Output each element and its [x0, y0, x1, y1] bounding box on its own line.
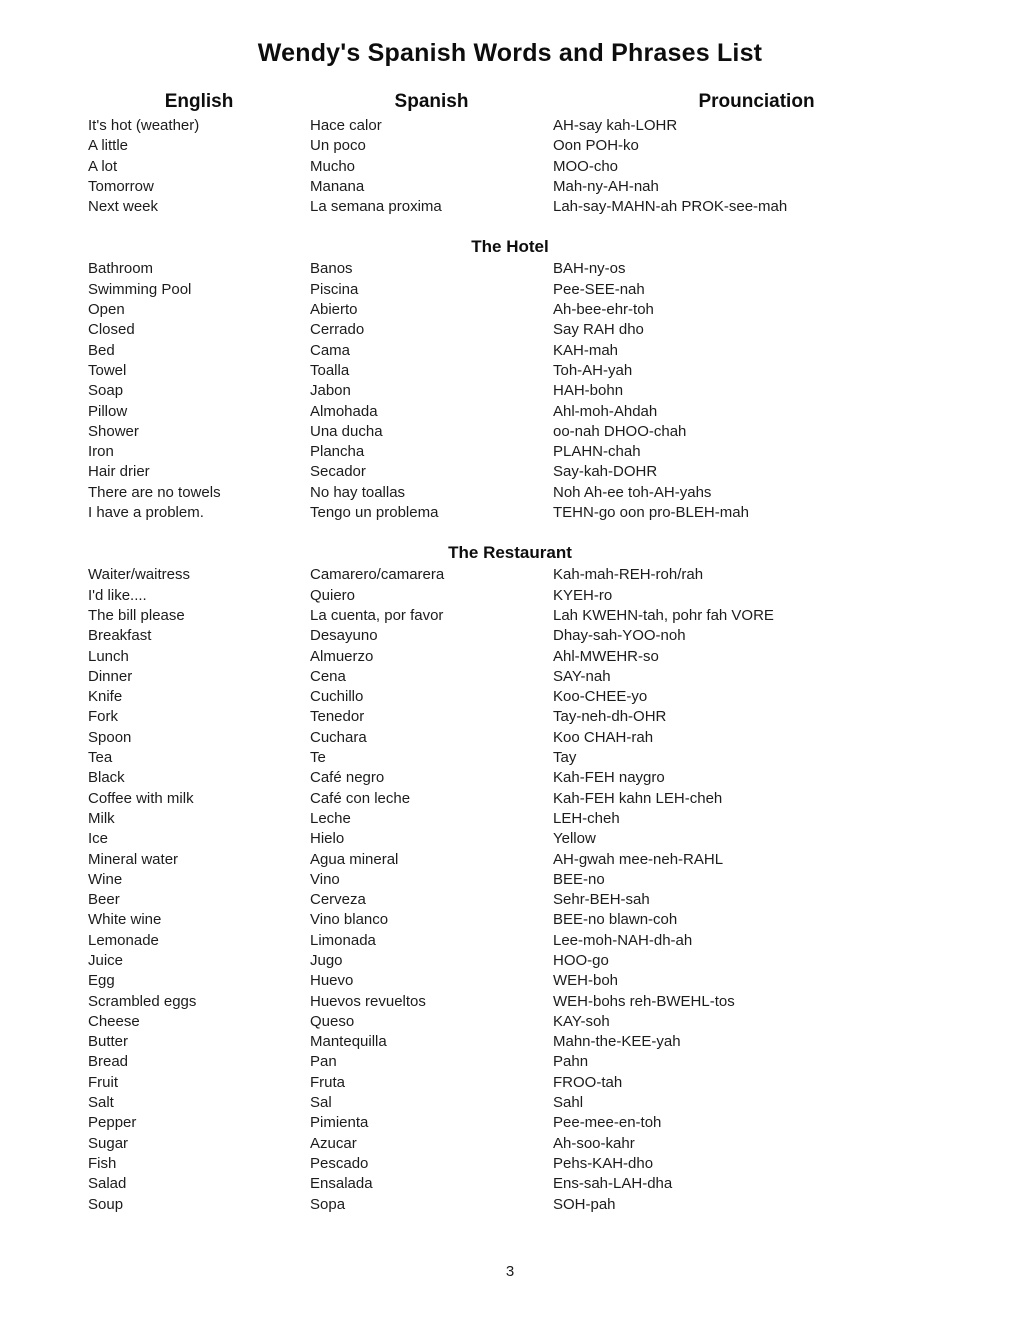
- spanish-cell: Almuerzo: [310, 647, 374, 665]
- spanish-cell: Ensalada: [310, 1175, 373, 1193]
- spanish-cell: Cuchara: [310, 728, 367, 746]
- pronunciation-cell: BAH-ny-os: [553, 260, 626, 278]
- english-cell: Butter: [88, 1033, 129, 1051]
- spanish-cell: Piscina: [310, 280, 359, 298]
- pronunciation-cell: Oon POH-ko: [553, 137, 639, 155]
- spanish-cell: Plancha: [310, 443, 365, 461]
- english-cell: It's hot (weather): [88, 117, 200, 134]
- english-cell: Next week: [88, 198, 159, 216]
- pronunciation-cell: KYEH-ro: [553, 586, 613, 604]
- english-cell: Bread: [88, 1053, 129, 1071]
- spanish-cell: Tenedor: [310, 708, 365, 726]
- english-cell: Lemonade: [88, 931, 159, 949]
- english-cell: Towel: [88, 361, 127, 379]
- section-heading: The Restaurant: [448, 543, 572, 563]
- spanish-cell: Huevo: [310, 972, 354, 990]
- spanish-cell: Cerrado: [310, 321, 365, 339]
- pronunciation-cell: oo-nah DHOO-chah: [553, 422, 687, 440]
- spanish-cell: Hace calor: [310, 117, 382, 134]
- spanish-cell: Abierto: [310, 301, 358, 319]
- pronunciation-cell: Ahl-moh-Ahdah: [553, 402, 658, 420]
- english-cell: Black: [88, 769, 125, 787]
- spanish-cell: Manana: [310, 177, 365, 195]
- pronunciation-cell: Kah-FEH naygro: [553, 769, 665, 787]
- spanish-cell: Azucar: [310, 1134, 357, 1152]
- spanish-cell: Mantequilla: [310, 1033, 387, 1051]
- spanish-cell: Sopa: [310, 1195, 346, 1213]
- spanish-cell: Vino blanco: [310, 911, 389, 929]
- spanish-cell: No hay toallas: [310, 483, 406, 501]
- english-cell: Soap: [88, 382, 124, 400]
- spanish-cell: Sal: [310, 1094, 332, 1112]
- english-cell: Milk: [88, 809, 115, 827]
- pronunciation-cell: FROO-tah: [553, 1073, 623, 1091]
- pronunciation-cell: Ah-bee-ehr-toh: [553, 301, 654, 319]
- english-cell: I have a problem.: [88, 504, 204, 522]
- spanish-cell: Quiero: [310, 586, 356, 604]
- pronunciation-cell: Lee-moh-NAH-dh-ah: [553, 931, 693, 949]
- spanish-cell: Cerveza: [310, 891, 366, 909]
- english-cell: Mineral water: [88, 850, 179, 868]
- english-cell: White wine: [88, 911, 162, 929]
- pronunciation-cell: HOO-go: [553, 951, 609, 969]
- pronunciation-cell: Koo-CHEE-yo: [553, 688, 648, 706]
- english-cell: Scrambled eggs: [88, 992, 197, 1010]
- english-cell: Sugar: [88, 1134, 129, 1152]
- page-number: 3: [505, 1263, 515, 1280]
- pronunciation-cell: Tay: [553, 749, 577, 767]
- pronunciation-cell: Lah KWEHN-tah, pohr fah VORE: [553, 606, 774, 624]
- column-header-spanish: Spanish: [394, 91, 469, 112]
- english-cell: Swimming Pool: [88, 280, 192, 298]
- spanish-cell: Camarero/camarera: [310, 566, 445, 584]
- pronunciation-cell: Pehs-KAH-dho: [553, 1154, 654, 1172]
- pronunciation-cell: Lah-say-MAHN-ah PROK-see-mah: [553, 198, 788, 216]
- pronunciation-cell: AH-gwah mee-neh-RAHL: [553, 850, 724, 868]
- english-cell: Wine: [88, 870, 123, 888]
- english-cell: Fish: [88, 1154, 117, 1172]
- spanish-cell: Jugo: [310, 951, 343, 969]
- sections-container: [0, 116, 1020, 1215]
- english-cell: Closed: [88, 321, 135, 339]
- spanish-cell: Vino: [310, 870, 340, 888]
- spanish-cell: Pimienta: [310, 1114, 369, 1132]
- english-cell: Dinner: [88, 667, 133, 685]
- english-cell: The bill please: [88, 606, 185, 624]
- pronunciation-cell: Toh-AH-yah: [553, 361, 633, 379]
- english-cell: Fork: [88, 708, 118, 726]
- spanish-cell: Limonada: [310, 931, 376, 949]
- section-heading: The Hotel: [471, 237, 549, 257]
- spanish-cell: Un poco: [310, 137, 366, 155]
- english-cell: Lunch: [88, 647, 129, 665]
- spanish-cell: Tengo un problema: [310, 504, 439, 522]
- pronunciation-cell: Ahl-MWEHR-so: [553, 647, 659, 665]
- pronunciation-cell: Pee-mee-en-toh: [553, 1114, 662, 1132]
- english-cell: Beer: [88, 891, 120, 909]
- english-cell: Open: [88, 301, 125, 319]
- spanish-cell: Una ducha: [310, 422, 383, 440]
- spanish-cell: Agua mineral: [310, 850, 399, 868]
- english-cell: Breakfast: [88, 627, 152, 645]
- pronunciation-cell: LEH-cheh: [553, 809, 620, 827]
- english-cell: Fruit: [88, 1073, 118, 1091]
- phrase-table: [88, 565, 960, 1215]
- pronunciation-cell: Pahn: [553, 1053, 589, 1071]
- spanish-cell: Pan: [310, 1053, 337, 1071]
- english-cell: Coffee with milk: [88, 789, 194, 807]
- spanish-cell: La cuenta, por favor: [310, 606, 444, 624]
- phrase-table: [88, 259, 960, 523]
- pronunciation-cell: Say-kah-DOHR: [553, 463, 658, 481]
- english-cell: I'd like....: [88, 586, 147, 604]
- pronunciation-cell: Tay-neh-dh-OHR: [553, 708, 667, 726]
- english-cell: Spoon: [88, 728, 132, 746]
- pronunciation-cell: Noh Ah-ee toh-AH-yahs: [553, 483, 712, 501]
- spanish-cell: Hielo: [310, 830, 345, 848]
- spanish-cell: Café negro: [310, 769, 385, 787]
- english-cell: Iron: [88, 443, 114, 461]
- english-cell: Waiter/waitress: [88, 566, 190, 584]
- column-header-row: [88, 90, 960, 114]
- english-cell: Hair drier: [88, 463, 150, 481]
- english-cell: Pepper: [88, 1114, 137, 1132]
- spanish-cell: Fruta: [310, 1073, 346, 1091]
- english-cell: Tomorrow: [88, 177, 154, 195]
- pronunciation-cell: Sahl: [553, 1094, 584, 1112]
- pronunciation-cell: Kah-mah-REH-roh/rah: [553, 566, 704, 584]
- column-header-pronunciation: Prounciation: [698, 91, 815, 112]
- pronunciation-cell: TEHN-go oon pro-BLEH-mah: [553, 504, 749, 522]
- pronunciation-cell: HAH-bohn: [553, 382, 624, 400]
- pronunciation-cell: AH-say kah-LOHR: [553, 117, 678, 134]
- pronunciation-cell: KAY-soh: [553, 1012, 610, 1030]
- english-cell: A lot: [88, 157, 118, 175]
- pronunciation-cell: Koo CHAH-rah: [553, 728, 654, 746]
- pronunciation-cell: WEH-bohs reh-BWEHL-tos: [553, 992, 735, 1010]
- pronunciation-cell: PLAHN-chah: [553, 443, 641, 461]
- phrase-table: [88, 116, 960, 217]
- pronunciation-cell: Dhay-sah-YOO-noh: [553, 627, 686, 645]
- spanish-cell: Cama: [310, 341, 351, 359]
- page-title: Wendy's Spanish Words and Phrases List: [257, 39, 763, 67]
- pronunciation-cell: Pee-SEE-nah: [553, 280, 645, 298]
- spanish-cell: Cena: [310, 667, 346, 685]
- pronunciation-cell: KAH-mah: [553, 341, 619, 359]
- spanish-cell: Huevos revueltos: [310, 992, 426, 1010]
- english-cell: Pillow: [88, 402, 128, 420]
- english-cell: Soup: [88, 1195, 124, 1213]
- spanish-cell: Café con leche: [310, 789, 411, 807]
- english-cell: Bathroom: [88, 260, 154, 278]
- pronunciation-cell: Yellow: [553, 830, 596, 848]
- pronunciation-cell: BEE-no blawn-coh: [553, 911, 678, 929]
- pronunciation-cell: Mahn-the-KEE-yah: [553, 1033, 681, 1051]
- spanish-cell: Desayuno: [310, 627, 378, 645]
- spanish-cell: La semana proxima: [310, 198, 442, 216]
- spanish-cell: Te: [310, 749, 326, 767]
- english-cell: Shower: [88, 422, 139, 440]
- spanish-cell: Almohada: [310, 402, 378, 420]
- pronunciation-cell: Sehr-BEH-sah: [553, 891, 650, 909]
- spanish-cell: Pescado: [310, 1154, 369, 1172]
- english-cell: Egg: [88, 972, 115, 990]
- pronunciation-cell: Say RAH dho: [553, 321, 644, 339]
- pronunciation-cell: Ens-sah-LAH-dha: [553, 1175, 673, 1193]
- pronunciation-cell: SOH-pah: [553, 1195, 616, 1213]
- english-cell: There are no towels: [88, 483, 221, 501]
- pronunciation-cell: Ah-soo-kahr: [553, 1134, 635, 1152]
- english-cell: Bed: [88, 341, 115, 359]
- english-cell: Salt: [88, 1094, 114, 1112]
- english-cell: Juice: [88, 951, 124, 969]
- pronunciation-cell: WEH-boh: [553, 972, 619, 990]
- spanish-cell: Toalla: [310, 361, 350, 379]
- english-cell: Cheese: [88, 1012, 140, 1030]
- spanish-cell: Queso: [310, 1012, 355, 1030]
- column-header-english: English: [164, 91, 234, 112]
- spanish-cell: Mucho: [310, 157, 356, 175]
- pronunciation-cell: BEE-no: [553, 870, 605, 888]
- english-cell: Tea: [88, 749, 113, 767]
- spanish-cell: Banos: [310, 260, 353, 278]
- pronunciation-cell: Kah-FEH kahn LEH-cheh: [553, 789, 723, 807]
- pronunciation-cell: Mah-ny-AH-nah: [553, 177, 659, 195]
- english-cell: Knife: [88, 688, 123, 706]
- spanish-cell: Jabon: [310, 382, 351, 400]
- english-cell: Ice: [88, 830, 109, 848]
- pronunciation-cell: SAY-nah: [553, 667, 611, 685]
- spanish-cell: Leche: [310, 809, 351, 827]
- spanish-cell: Secador: [310, 463, 366, 481]
- english-cell: Salad: [88, 1175, 127, 1193]
- spanish-cell: Cuchillo: [310, 688, 364, 706]
- pronunciation-cell: MOO-cho: [553, 157, 619, 175]
- english-cell: A little: [88, 137, 129, 155]
